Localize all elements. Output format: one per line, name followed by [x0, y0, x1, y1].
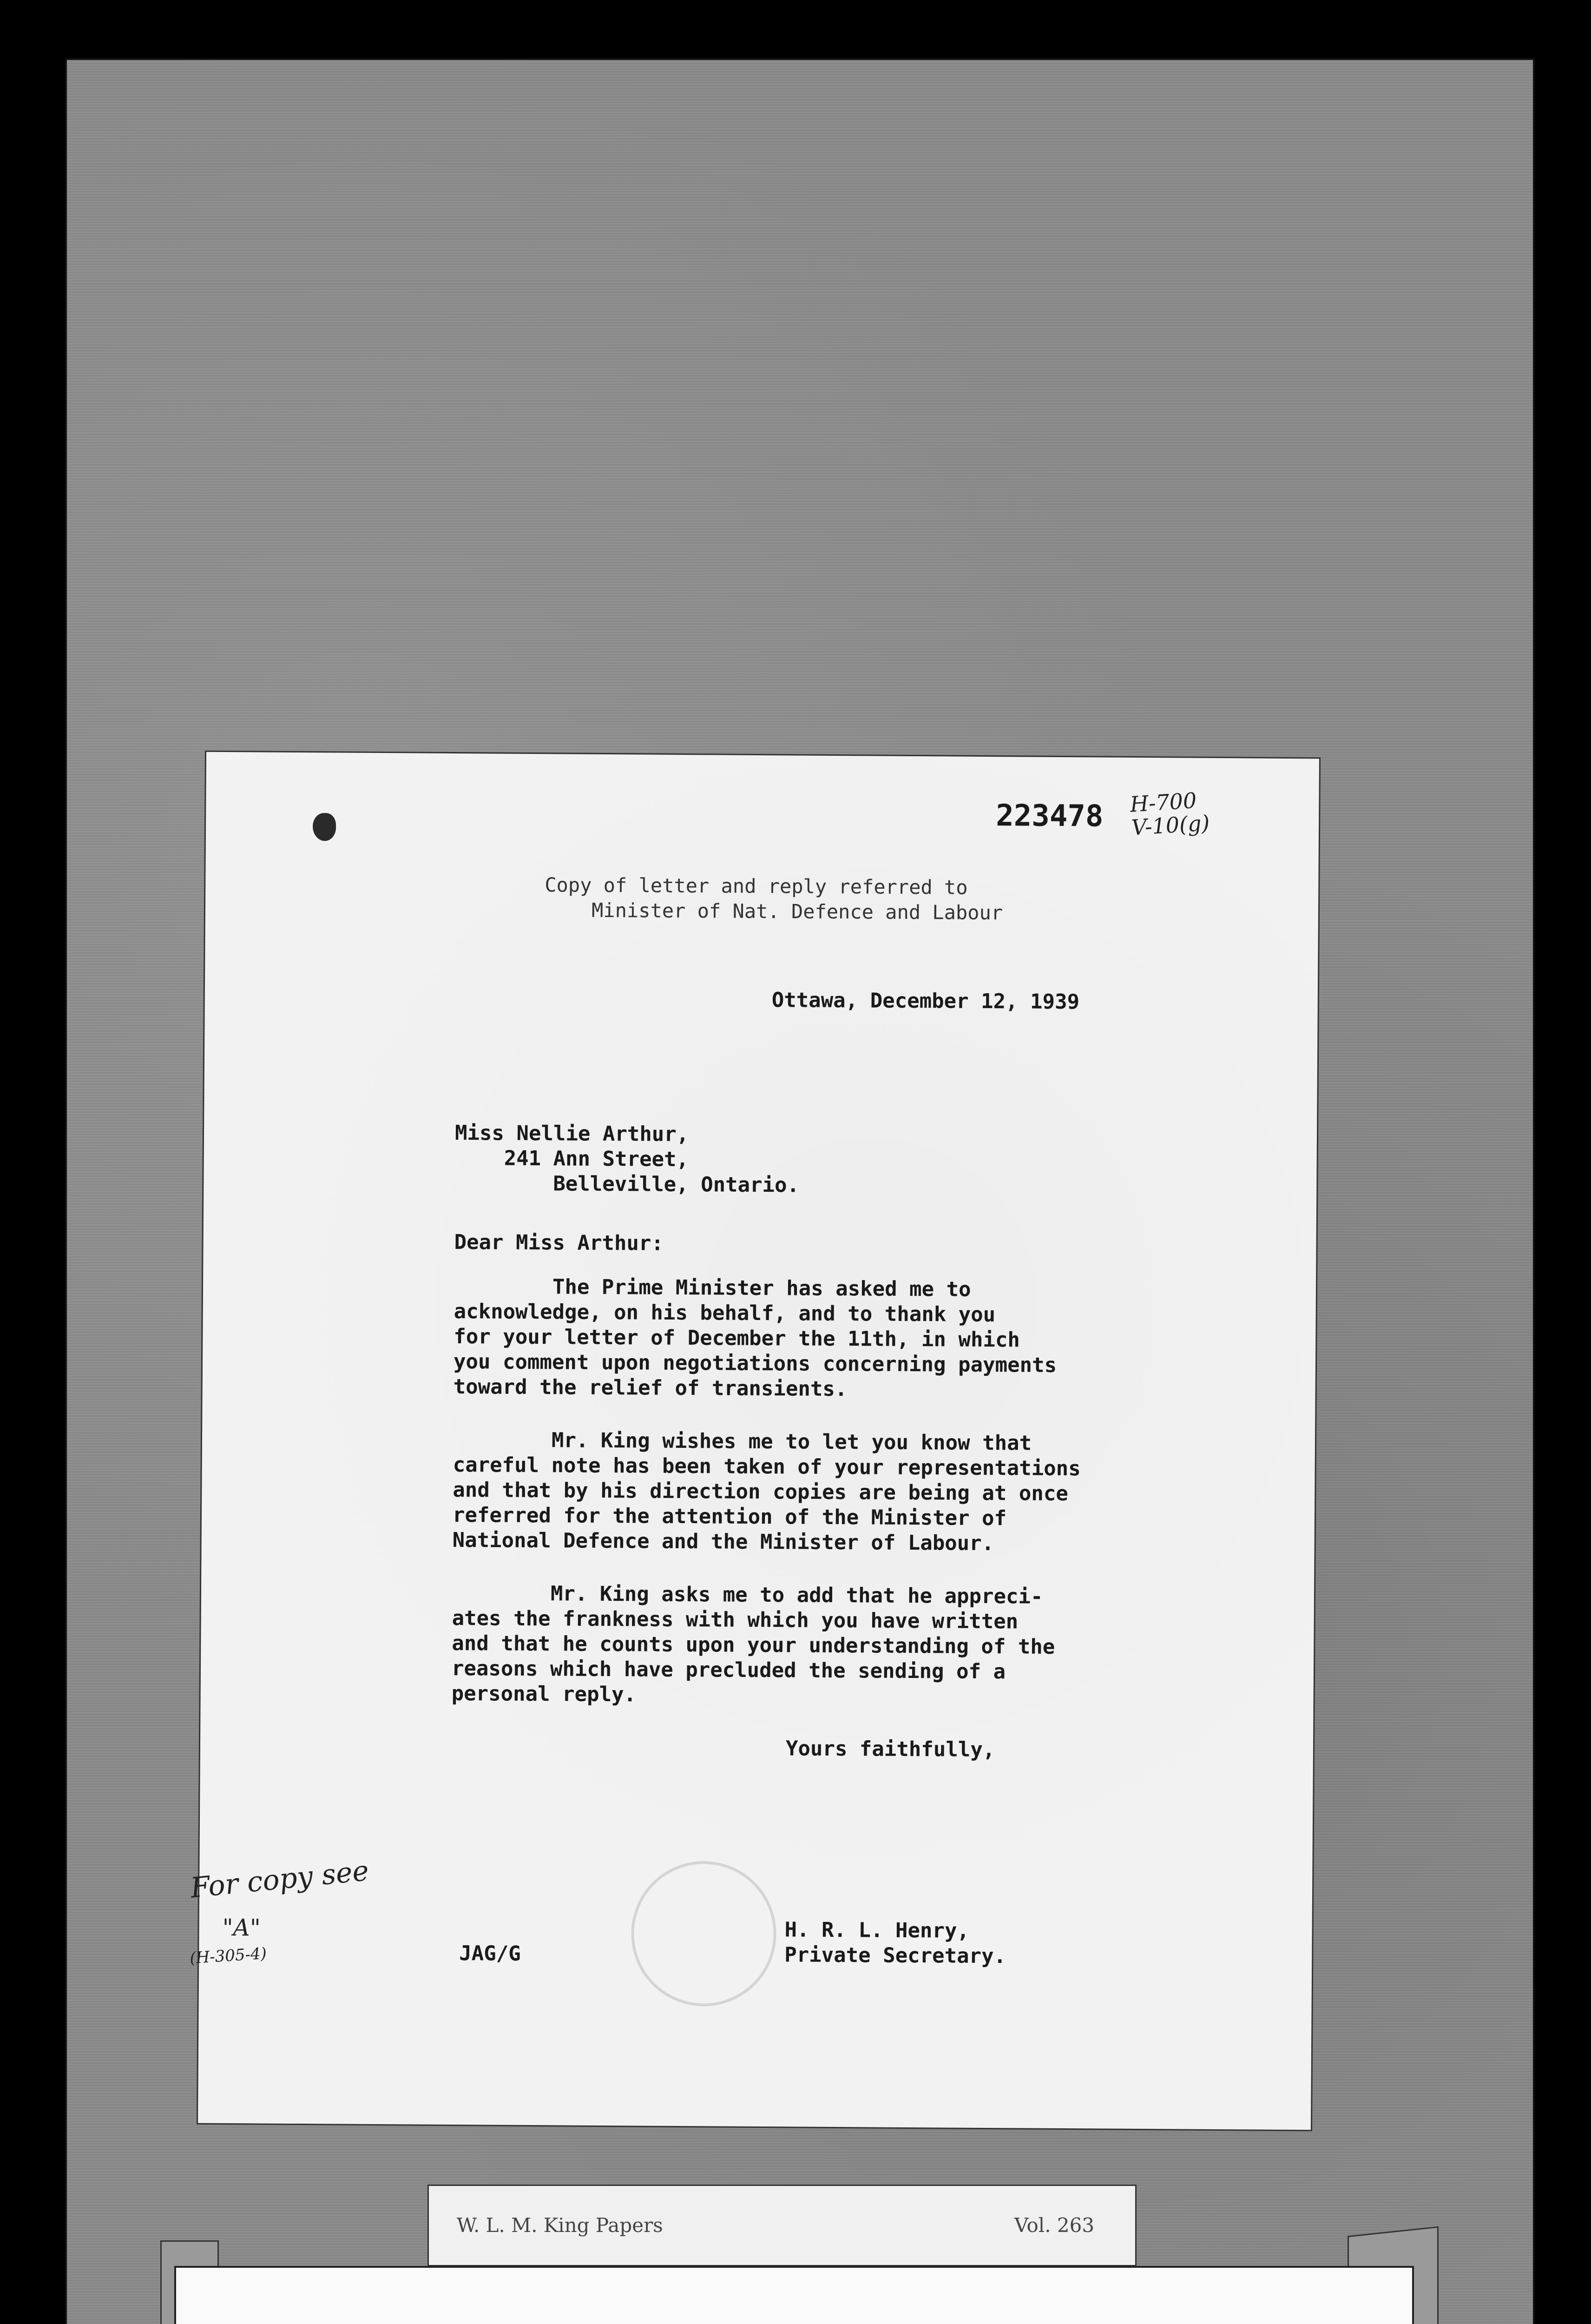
handwritten-reference: H-700 V-10(g)	[1129, 787, 1210, 840]
signature-name: H. R. L. Henry,	[784, 1918, 970, 1943]
recipient-name: Miss Nellie Arthur,	[454, 1121, 689, 1147]
salutation: Dear Miss Arthur:	[454, 1230, 664, 1255]
volume-number: Vol. 263	[1014, 2214, 1095, 2237]
recipient-street: 241 Ann Street,	[454, 1146, 689, 1172]
faded-stamp	[631, 1861, 777, 2007]
archive-card	[174, 2266, 1414, 2324]
recipient-city: Belleville, Ontario.	[454, 1171, 800, 1197]
document-number: 223478	[995, 799, 1104, 834]
handwritten-file-ref: (H-305-4)	[189, 1944, 268, 1968]
dateline: Ottawa, December 12, 1939	[771, 988, 1080, 1014]
signature-title: Private Secretary.	[784, 1943, 1006, 1968]
paragraph-1: The Prime Minister has asked me to acknowledge, on his behalf, and to thank you for your letter of December the 11th, in which you comment upon negotiations concerning payments toward the relief of transients.	[453, 1274, 1057, 1401]
paragraph-2: Mr. King wishes me to let you know that careful note has been taken of your representations and that by his direction copies are being at once referred for the attention of the Minister of National Defence and the Minister of Labour.	[452, 1427, 1081, 1556]
punch-hole	[313, 813, 336, 841]
handwritten-note: For copy see	[189, 1854, 370, 1905]
collection-name: W. L. M. King Papers	[457, 2214, 663, 2237]
handwritten-a: "A"	[222, 1914, 261, 1941]
letter-page	[189, 752, 1319, 2130]
paragraph-3: Mr. King asks me to add that he appreci- ates the frankness with which you have written and that he counts upon your understanding of the reasons which have precluded the sending of a personal reply.	[451, 1581, 1055, 1707]
typist-initials: JAG/G	[459, 1941, 521, 1966]
referral-note: Copy of letter and reply referred to Minister of Nat. Defence and Labour	[544, 873, 1003, 924]
closing: Yours faithfully,	[785, 1736, 995, 1762]
collection-label	[427, 2185, 1137, 2266]
